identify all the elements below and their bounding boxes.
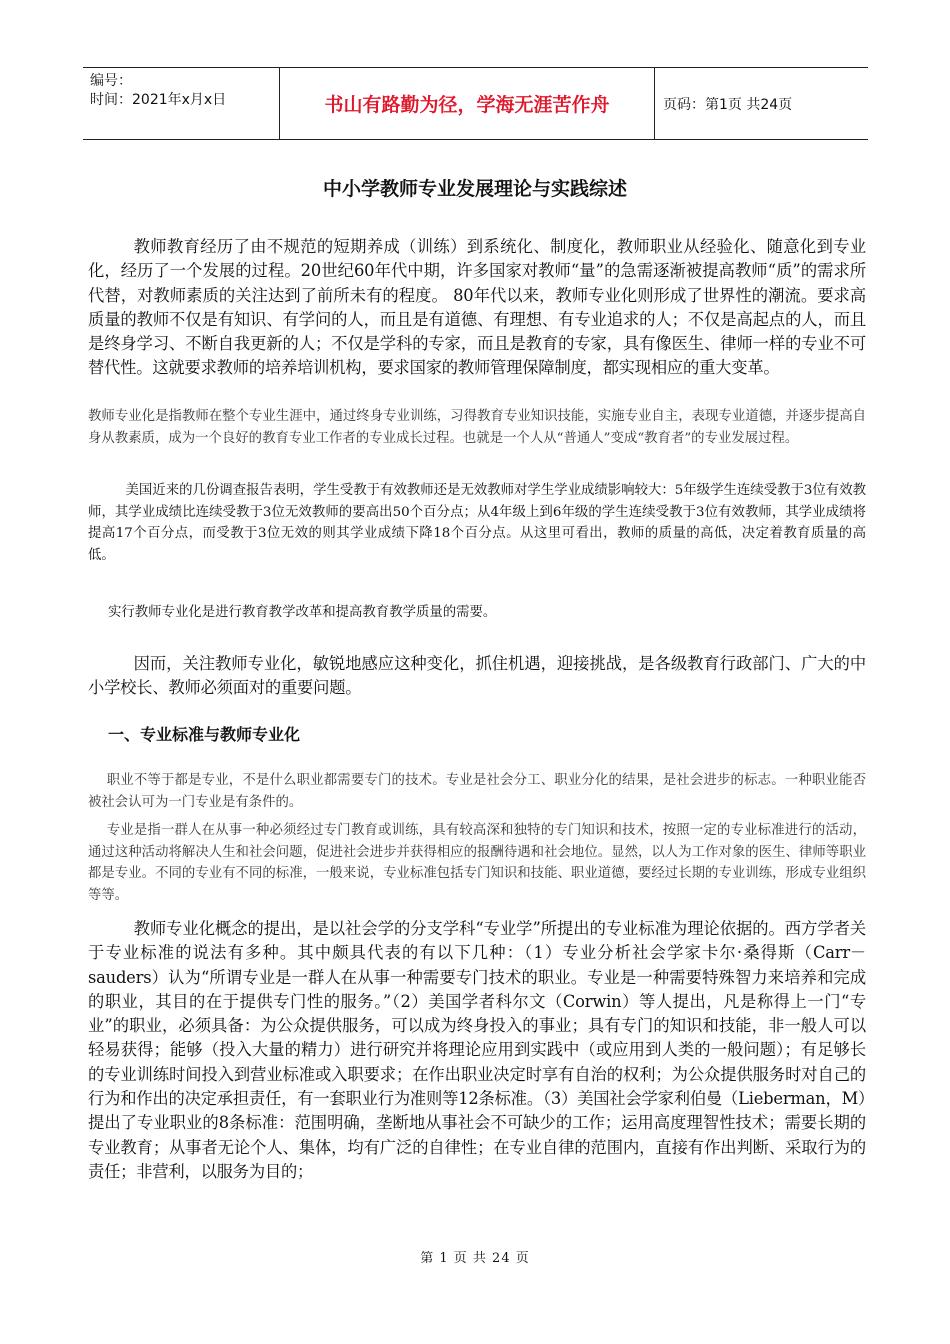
paragraph-conclusion: 因而，关注教师专业化，敏锐地感应这种变化，抓住机遇，迎接挑战，是各级教育行政部门、广大的中小学校长、教师必须面对的重要问题。 [88,654,866,698]
paragraph-survey: 美国近来的几份调查报告表明，学生受教于有效教师还是无效教师对学生学业成绩影响较大：5年级学生连续受教于3位有效教师，其学业成绩比连续受教于3位无效教师的要高出50个百分点；从4年级上到6年级的学生连续受教于3位有效教师，其学业成绩将提高17个百分点，而受教于3位无效的则其学业成绩下降18个百分点。从这里可看出，教师的质量的高低，决定着教育质量的高低。 [88,483,866,563]
paragraph-definition: 教师专业化是指教师在整个专业生涯中，通过终身专业训练，习得教育专业知识技能，实施专业自主，表现专业道德，并逐步提高自身从教素质，成为一个良好的教育专业工作者的专业成长过程。也就是一个人从“普通人”变成“教育者”的专业发展过程。 [88,409,866,446]
paragraph-professional-standards: 教师专业化概念的提出，是以社会学的分支学科“专业学”所提出的专业标准为理论依据的。西方学者关于专业标准的说法有多种。其中颇具代表的有以下几种：（1）专业分析社会学家卡尔·桑得斯（Carr－sauders）认为“所谓专业是一群人在从事一种需要专门技术的职业。专业是一种需要特殊智力来培养和完成的职业，其目的在于提供专门性的服务。”（2）美国学者科尔文（Corwin）等人提出，凡是称得上一门“专业”的职业，必须具备：为公众提供服务，可以成为终身投入的事业；具有专门的知识和技能，非一般人可以轻易获得；能够（投入大量的精力）进行研究并将理论应用到实践中（或应用到人类的一般问题）；有足够长的专业训练时间投入到营业标准或入职要求；在作出职业决定时享有自治的权利；为公众提供服务时对自己的行为和作出的决定承担责任，有一套职业行为准则等12条标准。（3）美国社会学家利伯曼（Lieberman，M）提出了专业职业的8条标准：范围明确，垄断地从事社会不可缺少的工作；运用高度理智性技术；需要长期的专业教育；从事者无论个人、集体，均有广泛的自律性；在专业自律的范围内，直接有作出判断、采取行为的责任；非营利，以服务为目的； [88,919,866,1181]
header-meta [83,68,280,139]
paragraph-profession-vs-job: 职业不等于都是专业，不是什么职业都需要专门的技术。专业是社会分工、职业分化的结果，是社会进步的标志。一种职业能否被社会认可为一门专业是有条件的。 [88,773,866,810]
paragraph-profession-definition: 专业是指一群人在从事一种必须经过专门教育或训练，具有较高深和独特的专门知识和技术，按照一定的专业标准进行的活动，通过这种活动将解决人生和社会问题，促进社会进步并获得相应的报酬待遇和社会地位。显然，以人为工作对象的医生、律师等职业都是专业。不同的专业有不同的标准，一般来说，专业标准包括专门知识和技能、职业道德，要经过长期的专业训练，形成专业组织等等。 [88,823,866,903]
section-heading-1: 一、专业标准与教师专业化 [108,725,301,744]
document-title: 中小学教师专业发展理论与实践综述 [322,178,627,200]
paragraph-reform-need: 实行教师专业化是进行教育教学改革和提高教育教学质量的需要。 [108,605,497,620]
page-header [83,67,868,140]
header-page-number: 页码：第1页 共24页 [663,96,793,113]
header-motto: 书山有路勤为径，学海无涯苦作舟 [280,68,655,139]
document-date: 时间：2021年x月x日 [90,92,227,108]
document-number: 编号： [90,73,132,89]
page-footer: 第 1 页 共 24 页 [420,1251,530,1266]
paragraph-intro: 教师教育经历了由不规范的短期养成（训练）到系统化、制度化，教师职业从经验化、随意化到专业化，经历了一个发展的过程。20世纪60年代中期，许多国家对教师“量”的急需逐渐被提高教师“质”的需求所代替，对教师素质的关注达到了前所未有的程度。 80年代以来，教师专业化则形成了世界性的潮流。要求高质量的教师不仅是有知识、有学问的人，而且是有道德、有理想、有专业追求的人；不仅是高起点的人，而且是终身学习、不断自我更新的人；不仅是学科的专家，而且是教育的专家，具有像医生、律师一样的专业不可替代性。这就要求教师的培养培训机构，要求国家的教师管理保障制度，都实现相应的重大变革。 [88,237,866,378]
